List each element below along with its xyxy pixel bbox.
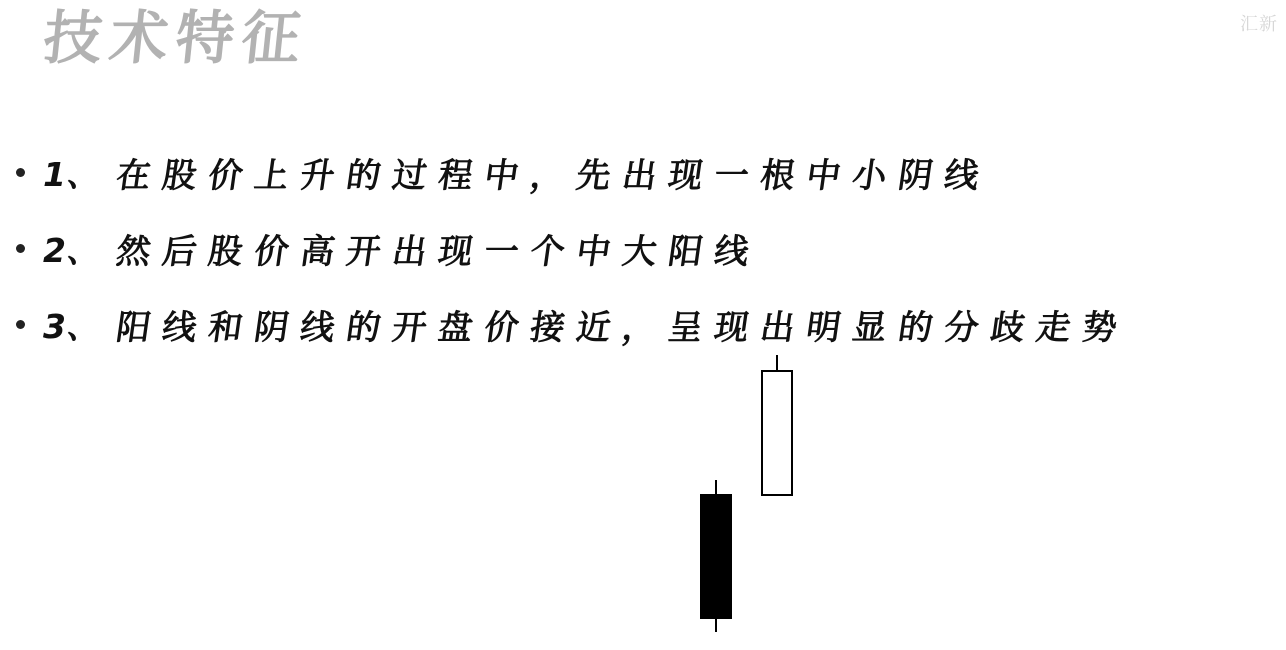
candle-body [701, 495, 731, 618]
candle-body [762, 371, 792, 495]
bullet-text: 在股价上升的过程中，先出现一根中小阴线 [113, 155, 994, 196]
bullet-dot-icon [16, 244, 25, 253]
bullet-number: 1、 [43, 154, 99, 194]
candle-bullish [762, 355, 792, 495]
bullet-item-3 [16, 286, 1278, 362]
bullet-dot-icon [16, 168, 25, 177]
bullet-text: 阳线和阴线的开盘价接近，呈现出明显的分歧走势 [113, 307, 1132, 348]
candlestick-diagram [680, 345, 820, 640]
watermark: 汇新 [1240, 14, 1278, 35]
bullet-item-1 [16, 134, 1278, 210]
bullet-text: 然后股价高开出现一个中大阳线 [113, 231, 764, 272]
candle-bearish [701, 480, 731, 632]
bullet-list [16, 134, 1278, 362]
bullet-item-2 [16, 210, 1278, 286]
bullet-number: 3、 [43, 306, 99, 346]
slide-title: 技术特征 [40, 4, 312, 72]
bullet-number: 2、 [43, 230, 99, 270]
bullet-dot-icon [16, 320, 25, 329]
